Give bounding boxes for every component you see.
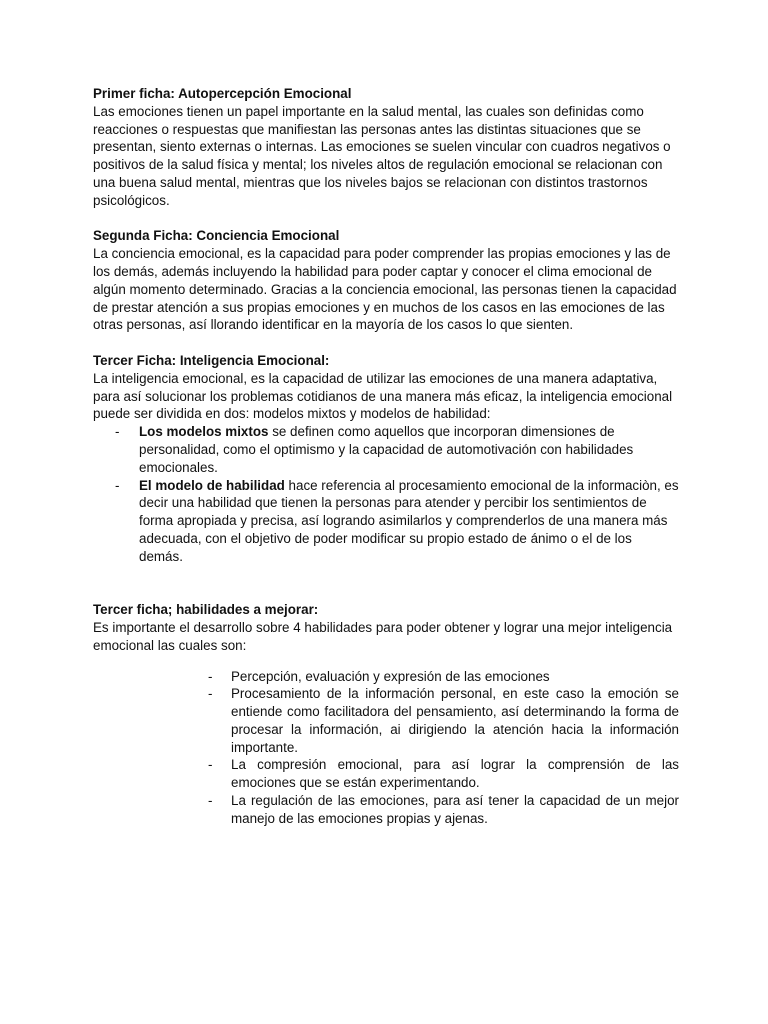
section-habilidades: [93, 601, 679, 828]
list-item-text: hace referencia al procesamiento emocional de la informaciòn, es decir una habilidad que tienen la personas para atender y percibir los sentimientos de forma apropiada y precisa, así logrando asimilarlos y comprenderlos de una manera más adecuada, con el objetivo de poder modificar su propio estado de ánimo o el de los demás.: [139, 477, 679, 564]
section-heading: Primer ficha: Autopercepción Emocional: [93, 86, 352, 101]
list-item: [93, 477, 679, 566]
section-autopercepcion: [93, 85, 679, 210]
section-conciencia: [93, 227, 679, 334]
section-heading: Segunda Ficha: Conciencia Emocional: [93, 228, 340, 244]
list-item: - Percepción, evaluación y expresión de las emociones: [93, 668, 679, 686]
skills-list: [93, 668, 679, 828]
section-paragraph: Es importante el desarrollo sobre 4 habilidades para poder obtener y lograr una mejor inteligencia emocional las cuales son:: [93, 619, 673, 653]
list-item-text: se definen como aquellos que incorporan dimensiones de personalidad, como el optimismo y la capacidad de automotivación con habilidades emocionales.: [139, 424, 634, 475]
list-item: - La regulación de las emociones, para así tener la capacidad de un mejor manejo de las emociones propias y ajenas.: [93, 792, 679, 828]
list-item: [93, 423, 679, 476]
list-item: - La compresión emocional, para así lograr la comprensión de las emociones que se están experimentando.: [93, 756, 679, 792]
section-paragraph: La inteligencia emocional, es la capacidad de utilizar las emociones de una manera adaptativa, para así solucionar los problemas cotidianos de una manera más eficaz, la inteligencia emocional puede ser dividida en dos: modelos mixtos y modelos de habilidad:: [93, 370, 673, 422]
section-paragraph: Las emociones tienen un papel importante en la salud mental, las cuales son definidas como reacciones o respuestas que manifiestan las personas antes las distintas situaciones que se presentan, siento externas o internas. Las emociones se suelen vincular con cuadros negativos o positivos de la salud física y mental; los niveles altos de regulación emocional se relacionan con una buena salud mental, mientras que los niveles bajos se relacionan con distintos trastornos psicológicos.: [93, 103, 671, 208]
model-list: [93, 423, 679, 565]
section-heading: Tercer ficha; habilidades a mejorar:: [93, 602, 319, 618]
list-item-term: Los modelos mixtos: [139, 424, 269, 440]
list-item-term: El modelo de habilidad: [139, 477, 285, 493]
section-inteligencia: [93, 352, 679, 566]
section-paragraph: La conciencia emocional, es la capacidad para poder comprender las propias emociones y las de los demás, además incluyendo la habilidad para poder captar y conocer el clima emocional de algún momento determinado. Gracias a la conciencia emocional, las personas tienen la capacidad de prestar atención a sus propias emociones y en muchos de los casos en las emociones de las otras personas, así llorando identificar en la mayoría de los casos lo que sienten.: [93, 246, 677, 333]
section-heading: Tercer Ficha: Inteligencia Emocional:: [93, 352, 330, 368]
document-page: [93, 85, 679, 828]
list-item: - Procesamiento de la información personal, en este caso la emoción se entiende como facilitadora del pensamiento, así determinando la forma de procesar la información, ai dirigiendo la atención hacia la información importante.: [93, 685, 679, 756]
